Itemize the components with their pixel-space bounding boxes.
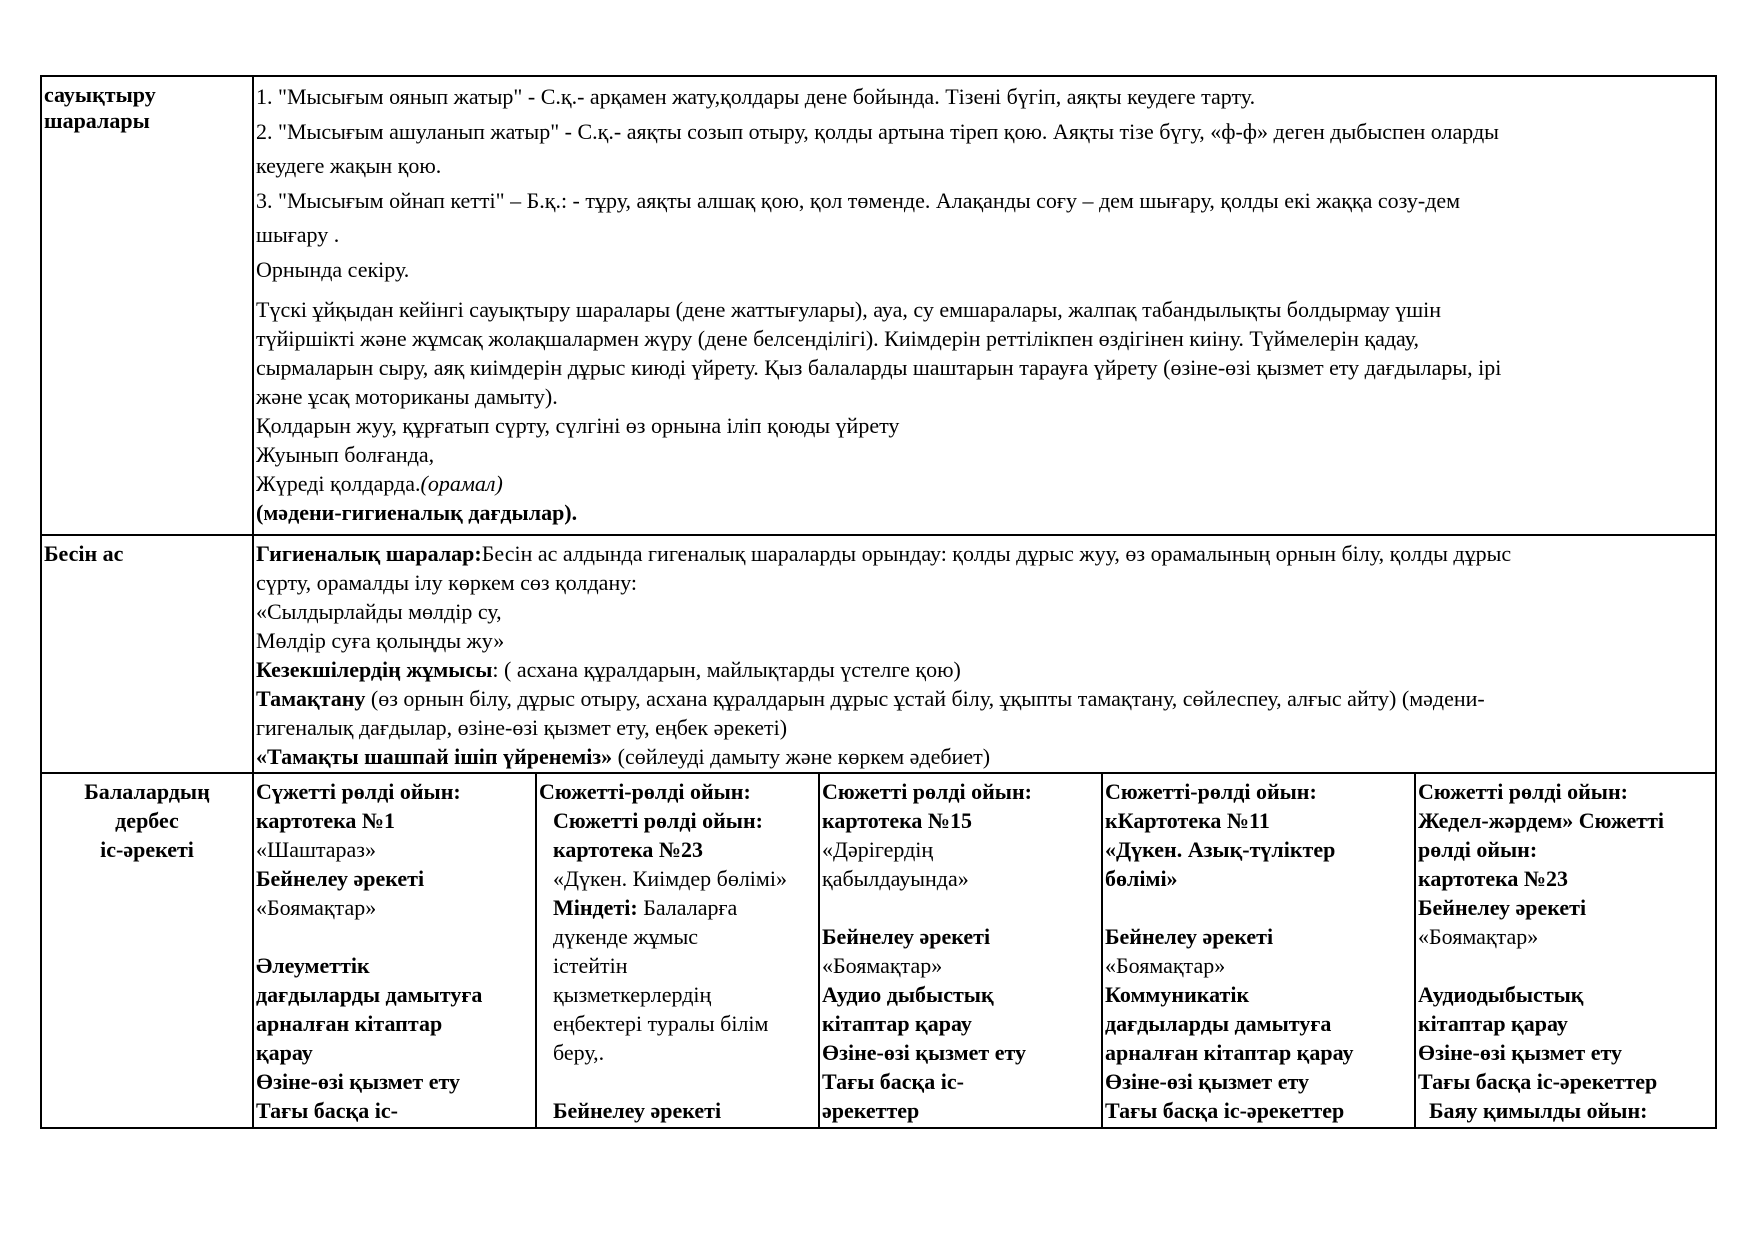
exercise-line: шығару . — [256, 222, 340, 247]
day4-art: «Боямақтар» — [1105, 953, 1226, 978]
paragraph-line: сырмаларын сыру, аяқ киімдерін дұрыс киюді үйрету. Қыз балаларды шаштарын тарауға үйрету (өзіне-өзі қызмет ету дағдылары, ірі — [256, 355, 1502, 380]
poem-line: «Сылдырлайды мөлдір су, — [256, 599, 502, 624]
day1-social: қарау — [256, 1040, 313, 1065]
activity-row — [41, 773, 1716, 1128]
exercise-line: 3. "Мысығым ойнап кетті" – Б.қ.: - тұру, аяқты алшақ қою, қол төменде. Алақанды соғу – дем шығару, қолды екі жаққа созу-дем — [256, 187, 1461, 213]
activity-label-line: Балалардың — [84, 779, 210, 804]
day3-self: Өзіне-өзі қызмет ету — [822, 1040, 1027, 1065]
eating-line — [256, 684, 1713, 713]
day4-card: кКартотека №11 — [1105, 808, 1270, 833]
day5-cell — [1415, 773, 1716, 1128]
day2-card: картотека №23 — [553, 837, 704, 862]
activity-label-cell — [41, 773, 253, 1128]
day3-other: әрекеттер — [822, 1098, 920, 1123]
day2-task-text: еңбектері туралы білім — [553, 1011, 769, 1036]
day2-title: Сюжетті-рөлді ойын: — [539, 779, 751, 804]
day5-other: Тағы басқа іс-әрекеттер — [1418, 1069, 1658, 1094]
day4-comm: дағдыларды дамытуға — [1105, 1011, 1332, 1036]
day1-social: дағдыларды дамытуға — [256, 982, 483, 1007]
duty-text: : ( асхана құралдарын, майлықтарды үстелге қою) — [492, 657, 961, 682]
day1-cell — [253, 773, 536, 1128]
day4-comm: Коммуникатік — [1105, 982, 1250, 1007]
day1-other: Тағы басқа іс- — [256, 1098, 398, 1123]
learn-heading: «Тамақты шашпай ішіп үйренеміз» — [256, 744, 613, 769]
paragraph-line: Түскі ұйқыдан кейінгі сауықтыру шаралары (дене жаттығулары), ауа, су емшаралары, жалпақ табандылықты болдырмау үшін — [256, 297, 1442, 322]
day1-art: «Боямақтар» — [256, 895, 377, 920]
day5-title: Сюжетті рөлді ойын: — [1418, 779, 1628, 804]
day1-game: «Шаштараз» — [256, 837, 377, 862]
day1-self: Өзіне-өзі қызмет ету — [256, 1069, 461, 1094]
day2-task-text: істейтін — [553, 953, 628, 978]
paragraph-line: Жуынып болғанда, — [256, 442, 435, 467]
hygiene-heading: Гигиеналық шаралар: — [256, 541, 482, 566]
day4-title: Сюжетті-рөлді ойын: — [1105, 779, 1317, 804]
paragraph-line: Қолдарын жуу, құрғатып сүрту, сүлгіні өз орнына іліп қоюды үйрету — [256, 413, 900, 438]
day4-self: Өзіне-өзі қызмет ету — [1105, 1069, 1310, 1094]
wellness-label-line: шаралары — [44, 108, 150, 133]
day2-task-line — [553, 893, 816, 922]
poem-answer: (орамал) — [420, 471, 503, 496]
hygiene-line-2: сүрту, орамалды ілу көркем сөз қолдану: — [256, 570, 638, 595]
activity-label-line: дербес — [115, 808, 179, 833]
day2-task-heading: Міндеті: — [553, 895, 638, 920]
exercise-line: 2. "Мысығым ашуланып жатыр" - С.қ.- аяқты созып отыру, қолды артына тіреп қою. Аяқты тізе бүгу, «ф-ф» деген дыбыспен оларды — [256, 118, 1499, 144]
day5-title-2: Жедел-жәрдем» Сюжетті — [1418, 808, 1665, 833]
day5-art: «Боямақтар» — [1418, 924, 1539, 949]
day5-audio: кітаптар қарау — [1418, 1011, 1568, 1036]
exercise-line: Орнында секіру. — [256, 256, 410, 282]
snack-label: Бесін ас — [44, 541, 124, 566]
eating-text: (өз орнын білу, дұрыс отыру, асхана құралдарын дұрыс ұстай білу, ұқыпты тамақтану, сөйлеспеу, алғыс айту) (мәдени- — [365, 686, 1485, 711]
day5-slow: Баяу қимылды ойын: — [1418, 1098, 1648, 1123]
eating-line-2: гигеналық дағдылар, өзіне-өзі қызмет ету, еңбек әрекеті) — [256, 715, 788, 740]
day1-social: арналған кітаптар — [256, 1011, 443, 1036]
day4-comm: арналған кітаптар қарау — [1105, 1040, 1354, 1065]
day1-art-heading: Бейнелеу әрекеті — [256, 866, 425, 891]
activity-label-line: іс-әрекеті — [100, 837, 194, 862]
poem-last-text: Жүреді қолдарда. — [256, 471, 421, 496]
day5-self: Өзіне-өзі қызмет ету — [1418, 1040, 1623, 1065]
learn-line — [256, 742, 1713, 771]
snack-label-cell — [41, 535, 253, 773]
day3-art-heading: Бейнелеу әрекеті — [822, 924, 991, 949]
day3-game: қабылдауында» — [822, 866, 969, 891]
wellness-row — [41, 76, 1716, 535]
day4-other: Тағы басқа іс-әрекеттер — [1105, 1098, 1345, 1123]
hygiene-text: Бесін ас алдында гигеналық шараларды орындау: қолды дұрыс жуу, өз орамалының орнын білу, қолды дұрыс — [481, 541, 1512, 566]
day2-task-text: қызметкерлердің — [553, 982, 712, 1007]
wellness-label-line: сауықтыру — [44, 82, 156, 107]
day2-task: Балаларға — [637, 895, 738, 920]
day5-audio: Аудиодыбыстық — [1418, 982, 1584, 1007]
day3-title: Сюжетті рөлді ойын: — [822, 779, 1032, 804]
learn-text: (сөйлеуді дамыту және көркем әдебиет) — [612, 744, 991, 769]
exercise-line: кеудеге жақын қою. — [256, 153, 442, 178]
day3-art: «Боямақтар» — [822, 953, 943, 978]
day2-body — [539, 806, 816, 1125]
day2-art-heading: Бейнелеу әрекеті — [553, 1098, 722, 1123]
day1-card: картотека №1 — [256, 808, 396, 833]
day2-task-text: беру,. — [553, 1040, 605, 1065]
day2-task-text: дүкенде жұмыс — [553, 924, 698, 949]
day3-audio: Аудио дыбыстық — [822, 982, 994, 1007]
day4-game: «Дүкен. Азық-түліктер — [1105, 837, 1336, 862]
paragraph-line: және ұсақ моториканы дамыту). — [256, 384, 558, 409]
daily-plan-table — [40, 75, 1717, 1129]
wellness-label-cell — [41, 76, 253, 535]
day4-game: бөлімі» — [1105, 866, 1178, 891]
day4-cell — [1102, 773, 1415, 1128]
skills-note: (мәдени-гигиеналық дағдылар). — [256, 500, 578, 525]
duty-line — [256, 655, 1713, 684]
exercise-line: 1. "Мысығым оянып жатыр" - С.қ.- арқамен жату,қолдары дене бойында. Тізені бүгіп, аяқты кеудеге тарту. — [256, 84, 1256, 109]
day1-social: Әлеуметтік — [256, 953, 370, 978]
day5-title-3: рөлді ойын: — [1418, 837, 1538, 862]
day2-cell — [536, 773, 819, 1128]
wellness-content-cell — [253, 76, 1716, 535]
afternoon-paragraph — [256, 295, 1713, 527]
day3-other: Тағы басқа іс- — [822, 1069, 964, 1094]
poem-line: Мөлдір суға қолыңды жу» — [256, 628, 505, 653]
snack-row — [41, 535, 1716, 773]
paragraph-line: түйіршікті және жұмсақ жолақшалармен жүру (дене белсенділігі). Киімдерін реттілікпен өздігінен киіну. Түймелерін қадау, — [256, 326, 1419, 351]
snack-content-cell — [253, 535, 1716, 773]
hygiene-line — [256, 539, 1713, 568]
day4-art-heading: Бейнелеу әрекеті — [1105, 924, 1274, 949]
day2-game: «Дүкен. Киімдер бөлімі» — [553, 866, 787, 891]
day1-title: Сүжетті рөлді ойын: — [256, 779, 461, 804]
day3-cell — [819, 773, 1102, 1128]
day5-card: картотека №23 — [1418, 866, 1569, 891]
poem-last-line — [256, 469, 1713, 498]
day5-art-heading: Бейнелеу әрекеті — [1418, 895, 1587, 920]
day3-game: «Дәрігердің — [822, 837, 934, 862]
day3-card: картотека №15 — [822, 808, 973, 833]
eating-heading: Тамақтану — [256, 686, 366, 711]
day3-audio: кітаптар қарау — [822, 1011, 972, 1036]
day2-title-2: Сюжетті рөлді ойын: — [553, 808, 763, 833]
duty-heading: Кезекшілердің жұмысы — [256, 657, 493, 682]
exercise-list — [256, 80, 1713, 287]
